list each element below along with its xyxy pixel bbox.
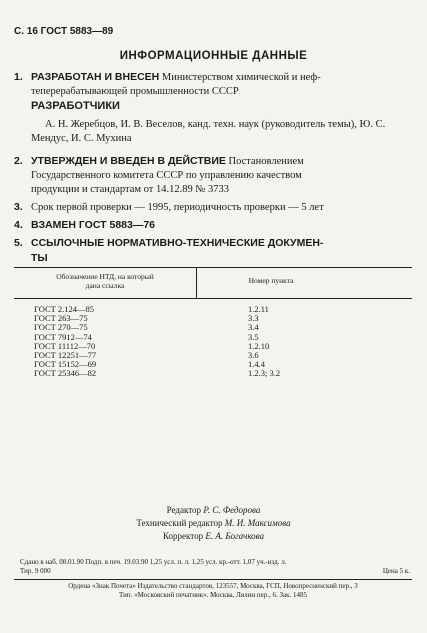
- table-header-rule: [14, 298, 412, 299]
- section-4-number: 4.: [14, 219, 23, 231]
- section-2-text-1: Постановлением: [225, 156, 304, 167]
- section-5: [14, 236, 412, 266]
- corrector-line: [0, 530, 427, 543]
- table-cell-item: 1.2.3; 3.2: [248, 368, 281, 379]
- section-2-text-3: продукции и стандартам от 14.12.89 № 3733: [31, 184, 229, 195]
- section-4-lead: ВЗАМЕН ГОСТ 5883—76: [31, 219, 156, 231]
- section-1-text-1: Министерством химической и неф-: [159, 72, 321, 83]
- footer-rule: [14, 579, 412, 580]
- corrector-label: Корректор: [162, 531, 204, 541]
- table-cell-document: ГОСТ 15152—69: [34, 359, 97, 370]
- printer-line-1: Ордена «Знак Почета» Издательство стандартов, 123557, Москва, ГСП, Новопресненский пер., 3: [68, 582, 358, 590]
- table-cell-item: 3.4: [248, 322, 259, 333]
- section-2-lead: УТВЕРЖДЕН И ВВЕДЕН В ДЕЙСТВИЕ: [31, 155, 226, 167]
- section-2: [14, 154, 412, 197]
- section-3-text: Срок первой проверки — 1995, периодичность проверки — 5 лет: [31, 202, 324, 213]
- section-3-number: 3.: [14, 201, 23, 213]
- table-cell-document: ГОСТ 263—75: [34, 313, 88, 324]
- table-top-rule: [14, 267, 412, 268]
- table-cell-item: 1.2.10: [248, 340, 270, 351]
- table-cell-document: ГОСТ 25346—82: [34, 368, 97, 379]
- tech-editor-label: Технический редактор: [136, 518, 223, 528]
- section-1: [14, 70, 412, 99]
- developers-list: А. Н. Жеребцов, И. В. Веселов, канд. техн. наук (руководитель темы), Ю. С. Мендус, И. С. Мухина: [31, 119, 386, 144]
- section-2-text-2: Государственного комитета СССР по управлению качеством: [31, 170, 302, 181]
- editor-label: Редактор: [166, 505, 202, 515]
- table-cell-item: 1.4.4: [248, 359, 265, 370]
- table-cell-document: ГОСТ 7912—74: [34, 331, 92, 342]
- table-cell-document: ГОСТ 270—75: [34, 322, 88, 333]
- tech-editor-line: [0, 517, 427, 530]
- table-row: [34, 369, 364, 378]
- section-5-number: 5.: [14, 237, 23, 249]
- corrector-name: Е. А. Богачкова: [205, 531, 265, 541]
- printer-line-2: Тип. «Московский печатник». Москва, Лялин пер., 6. Зак. 1485: [119, 591, 307, 599]
- table-body: [34, 305, 364, 379]
- section-5-lead-1: ССЫЛОЧНЫЕ НОРМАТИВНО-ТЕХНИЧЕСКИЕ ДОКУМЕН-: [31, 237, 324, 249]
- section-5-lead-2: ТЫ: [31, 252, 48, 264]
- document-title: ИНФОРМАЦИОННЫЕ ДАННЫЕ: [119, 50, 308, 62]
- imprint-print-run: Тир. 9 000: [20, 567, 51, 575]
- tech-editor-name: М. И. Максимова: [224, 518, 291, 528]
- table-header-document-line-2: дана ссылка: [85, 281, 125, 290]
- developers-heading: РАЗРАБОТЧИКИ: [31, 100, 120, 112]
- section-1-text-2: теперерабатывающей промышленности СССР: [31, 86, 239, 97]
- table-cell-document: ГОСТ 2.124—85: [34, 304, 95, 314]
- table-cell-item: 3.6: [248, 349, 259, 360]
- editor-name: Р. С. Федорова: [203, 505, 261, 515]
- section-1-number: 1.: [14, 71, 23, 83]
- table-header-document-line-1: Обозначение НТД, на который: [56, 272, 154, 281]
- imprint-price: Цена 5 к.: [382, 567, 410, 575]
- table-cell-item: 1.2.11: [248, 304, 269, 314]
- imprint-line-1: Сдано в наб. 08.01.90 Подп. в печ. 19.03.90 1,25 усл. п. л. 1,25 усл. кр.-отт. 1,07 уч.-изд. л.: [20, 558, 287, 566]
- section-1-lead: РАЗРАБОТАН И ВНЕСЕН: [31, 71, 160, 83]
- table-cell-item: 3.3: [248, 313, 259, 324]
- table-header-document: [14, 272, 196, 290]
- section-4: [14, 218, 412, 233]
- table-cell-document: ГОСТ 12251—77: [34, 349, 97, 360]
- table-header-item: Номер пункта: [248, 276, 294, 285]
- editor-line: [0, 504, 427, 517]
- section-3: [14, 200, 412, 215]
- table-cell-document: ГОСТ 11112—70: [34, 340, 96, 351]
- section-2-number: 2.: [14, 155, 23, 167]
- imprint-line-2: [20, 567, 412, 576]
- table-cell-item: 3.5: [248, 331, 259, 342]
- page-header: С. 16 ГОСТ 5883—89: [14, 26, 114, 37]
